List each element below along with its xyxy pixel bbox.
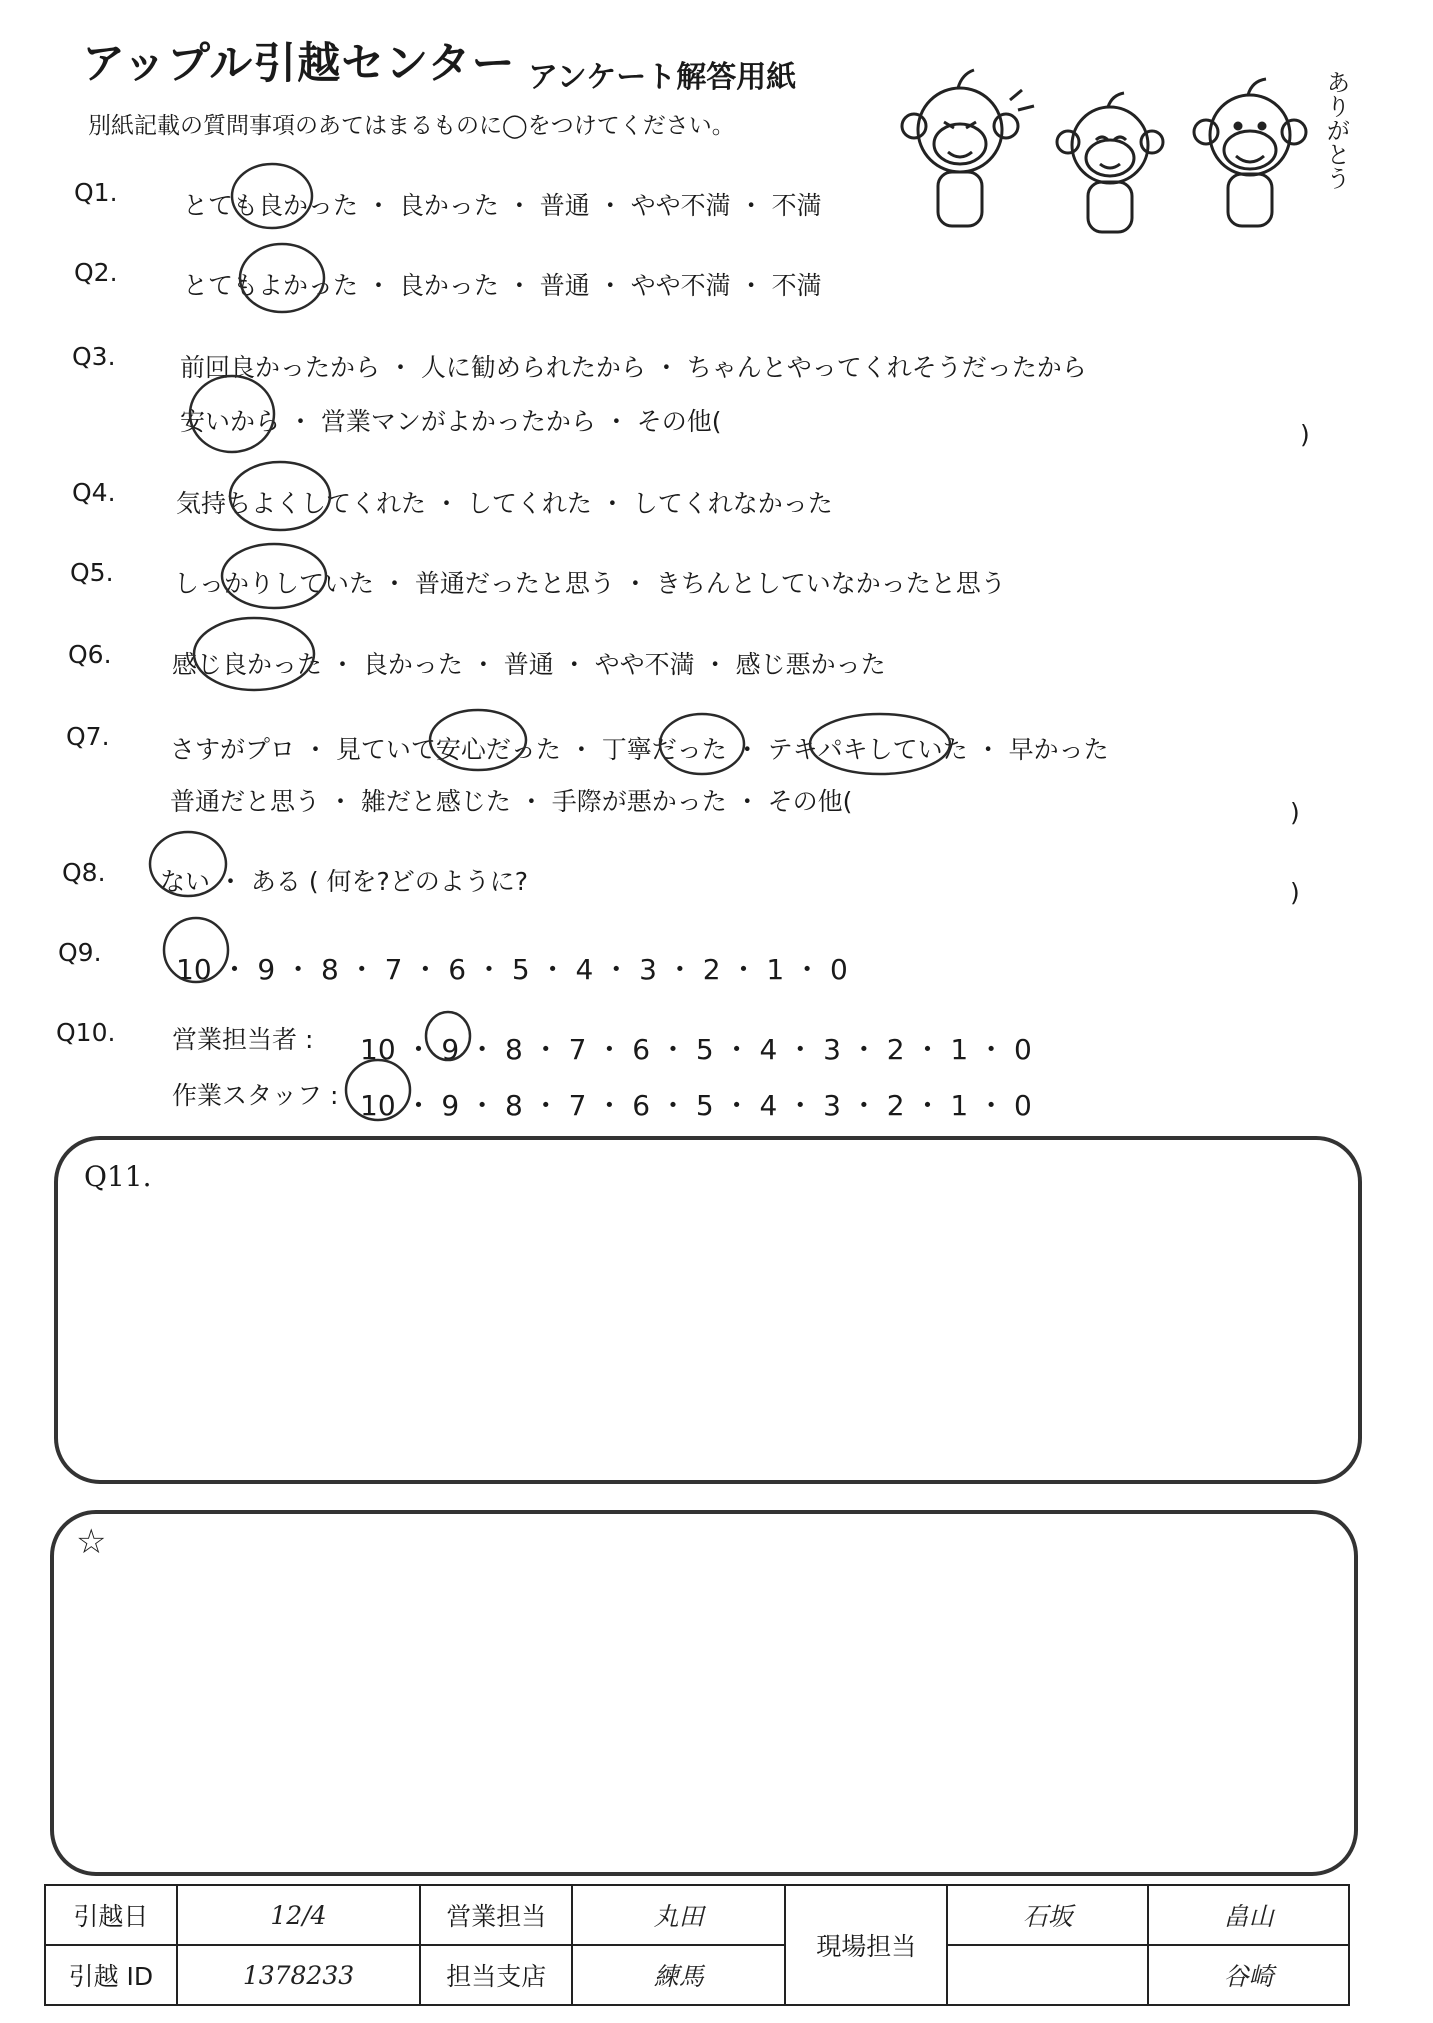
monkey-mascots-icon <box>900 60 1360 240</box>
q10-sales-label: 営業担当者 : <box>172 1025 314 1054</box>
q1-label: Q1. <box>74 178 118 207</box>
move-id-label: 引越 ID <box>45 1945 177 2005</box>
q7-options-line2: 普通だと思う ・ 雑だと感じた ・ 手際が悪かった ・ その他( <box>170 787 853 816</box>
form-subtitle: アンケート解答用紙 <box>528 60 797 95</box>
move-id-value: 1378233 <box>177 1945 420 2005</box>
instruction-text: 別紙記載の質問事項のあてはまるものに◯をつけてください。 <box>88 113 735 139</box>
q4-options: 気持ちよくしてくれた ・ してくれた ・ してくれなかった <box>176 489 833 518</box>
star-label: ☆ <box>76 1522 107 1562</box>
q10-label: Q10. <box>56 1018 116 1047</box>
mascot-thanks-text: ありがとう <box>1322 70 1350 190</box>
q7-close-paren: ) <box>1290 798 1300 827</box>
q5-label: Q5. <box>70 558 114 587</box>
q10-staff-scale: 10 ・ 9 ・ 8 ・ 7 ・ 6 ・ 5 ・ 4 ・ 3 ・ 2 ・ 1 ・ 0 <box>360 1089 1032 1122</box>
move-date-value: 12/4 <box>177 1885 420 1945</box>
q3-options-line1: 前回良かったから ・ 人に勧められたから ・ ちゃんとやってくれそうだったから <box>180 353 1087 382</box>
q2-label: Q2. <box>74 258 118 287</box>
q11-label: Q11. <box>84 1160 152 1193</box>
q9-scale: 10 ・ 9 ・ 8 ・ 7 ・ 6 ・ 5 ・ 4 ・ 3 ・ 2 ・ 1 ・ 0 <box>176 953 848 986</box>
q2-options: とてもよかった ・ 良かった ・ 普通 ・ やや不満 ・ 不満 <box>183 271 822 300</box>
q3-label: Q3. <box>72 342 116 371</box>
mascot-illustration <box>900 60 1360 240</box>
q7-options-line1: さすがプロ ・ 見ていて安心だった ・ 丁寧だった ・ テキパキしていた ・ 早かった <box>170 735 1109 764</box>
q3-options-line2: 安いから ・ 営業マンがよかったから ・ その他( <box>180 407 722 436</box>
move-date-label: 引越日 <box>45 1885 177 1945</box>
q6-label: Q6. <box>68 640 112 669</box>
site-rep-3: 谷崎 <box>1148 1945 1349 2005</box>
q5-options: しっかりしていた ・ 普通だったと思う ・ きちんとしていなかったと思う <box>174 569 1006 598</box>
site-rep-2: 畠山 <box>1148 1885 1349 1945</box>
sales-rep-value: 丸田 <box>572 1885 785 1945</box>
q1-options: とても良かった ・ 良かった ・ 普通 ・ やや不満 ・ 不満 <box>183 191 822 220</box>
site-rep-1: 石坂 <box>947 1885 1148 1945</box>
site-rep-empty <box>947 1945 1148 2005</box>
form-title: アップル引越センター <box>82 39 516 89</box>
q4-label: Q4. <box>72 478 116 507</box>
q10-staff-label: 作業スタッフ : <box>172 1081 339 1110</box>
q8-options: ない ・ ある ( 何を?どのように? <box>160 867 529 896</box>
q8-label: Q8. <box>62 858 106 887</box>
q3-close-paren: ) <box>1300 420 1310 449</box>
branch-value: 練馬 <box>572 1945 785 2005</box>
q8-close-paren: ) <box>1290 878 1300 907</box>
q11-comment-box[interactable] <box>54 1136 1362 1484</box>
info-table <box>44 1884 1350 2006</box>
q6-options: 感じ良かった ・ 良かった ・ 普通 ・ やや不満 ・ 感じ悪かった <box>172 650 886 679</box>
star-comment-box[interactable] <box>50 1510 1358 1876</box>
branch-label: 担当支店 <box>420 1945 572 2005</box>
site-rep-label: 現場担当 <box>785 1885 947 2005</box>
q9-label: Q9. <box>58 938 102 967</box>
sales-rep-label: 営業担当 <box>420 1885 572 1945</box>
q10-sales-scale: 10 ・ 9 ・ 8 ・ 7 ・ 6 ・ 5 ・ 4 ・ 3 ・ 2 ・ 1 ・ 0 <box>360 1033 1032 1066</box>
q7-label: Q7. <box>66 722 110 751</box>
